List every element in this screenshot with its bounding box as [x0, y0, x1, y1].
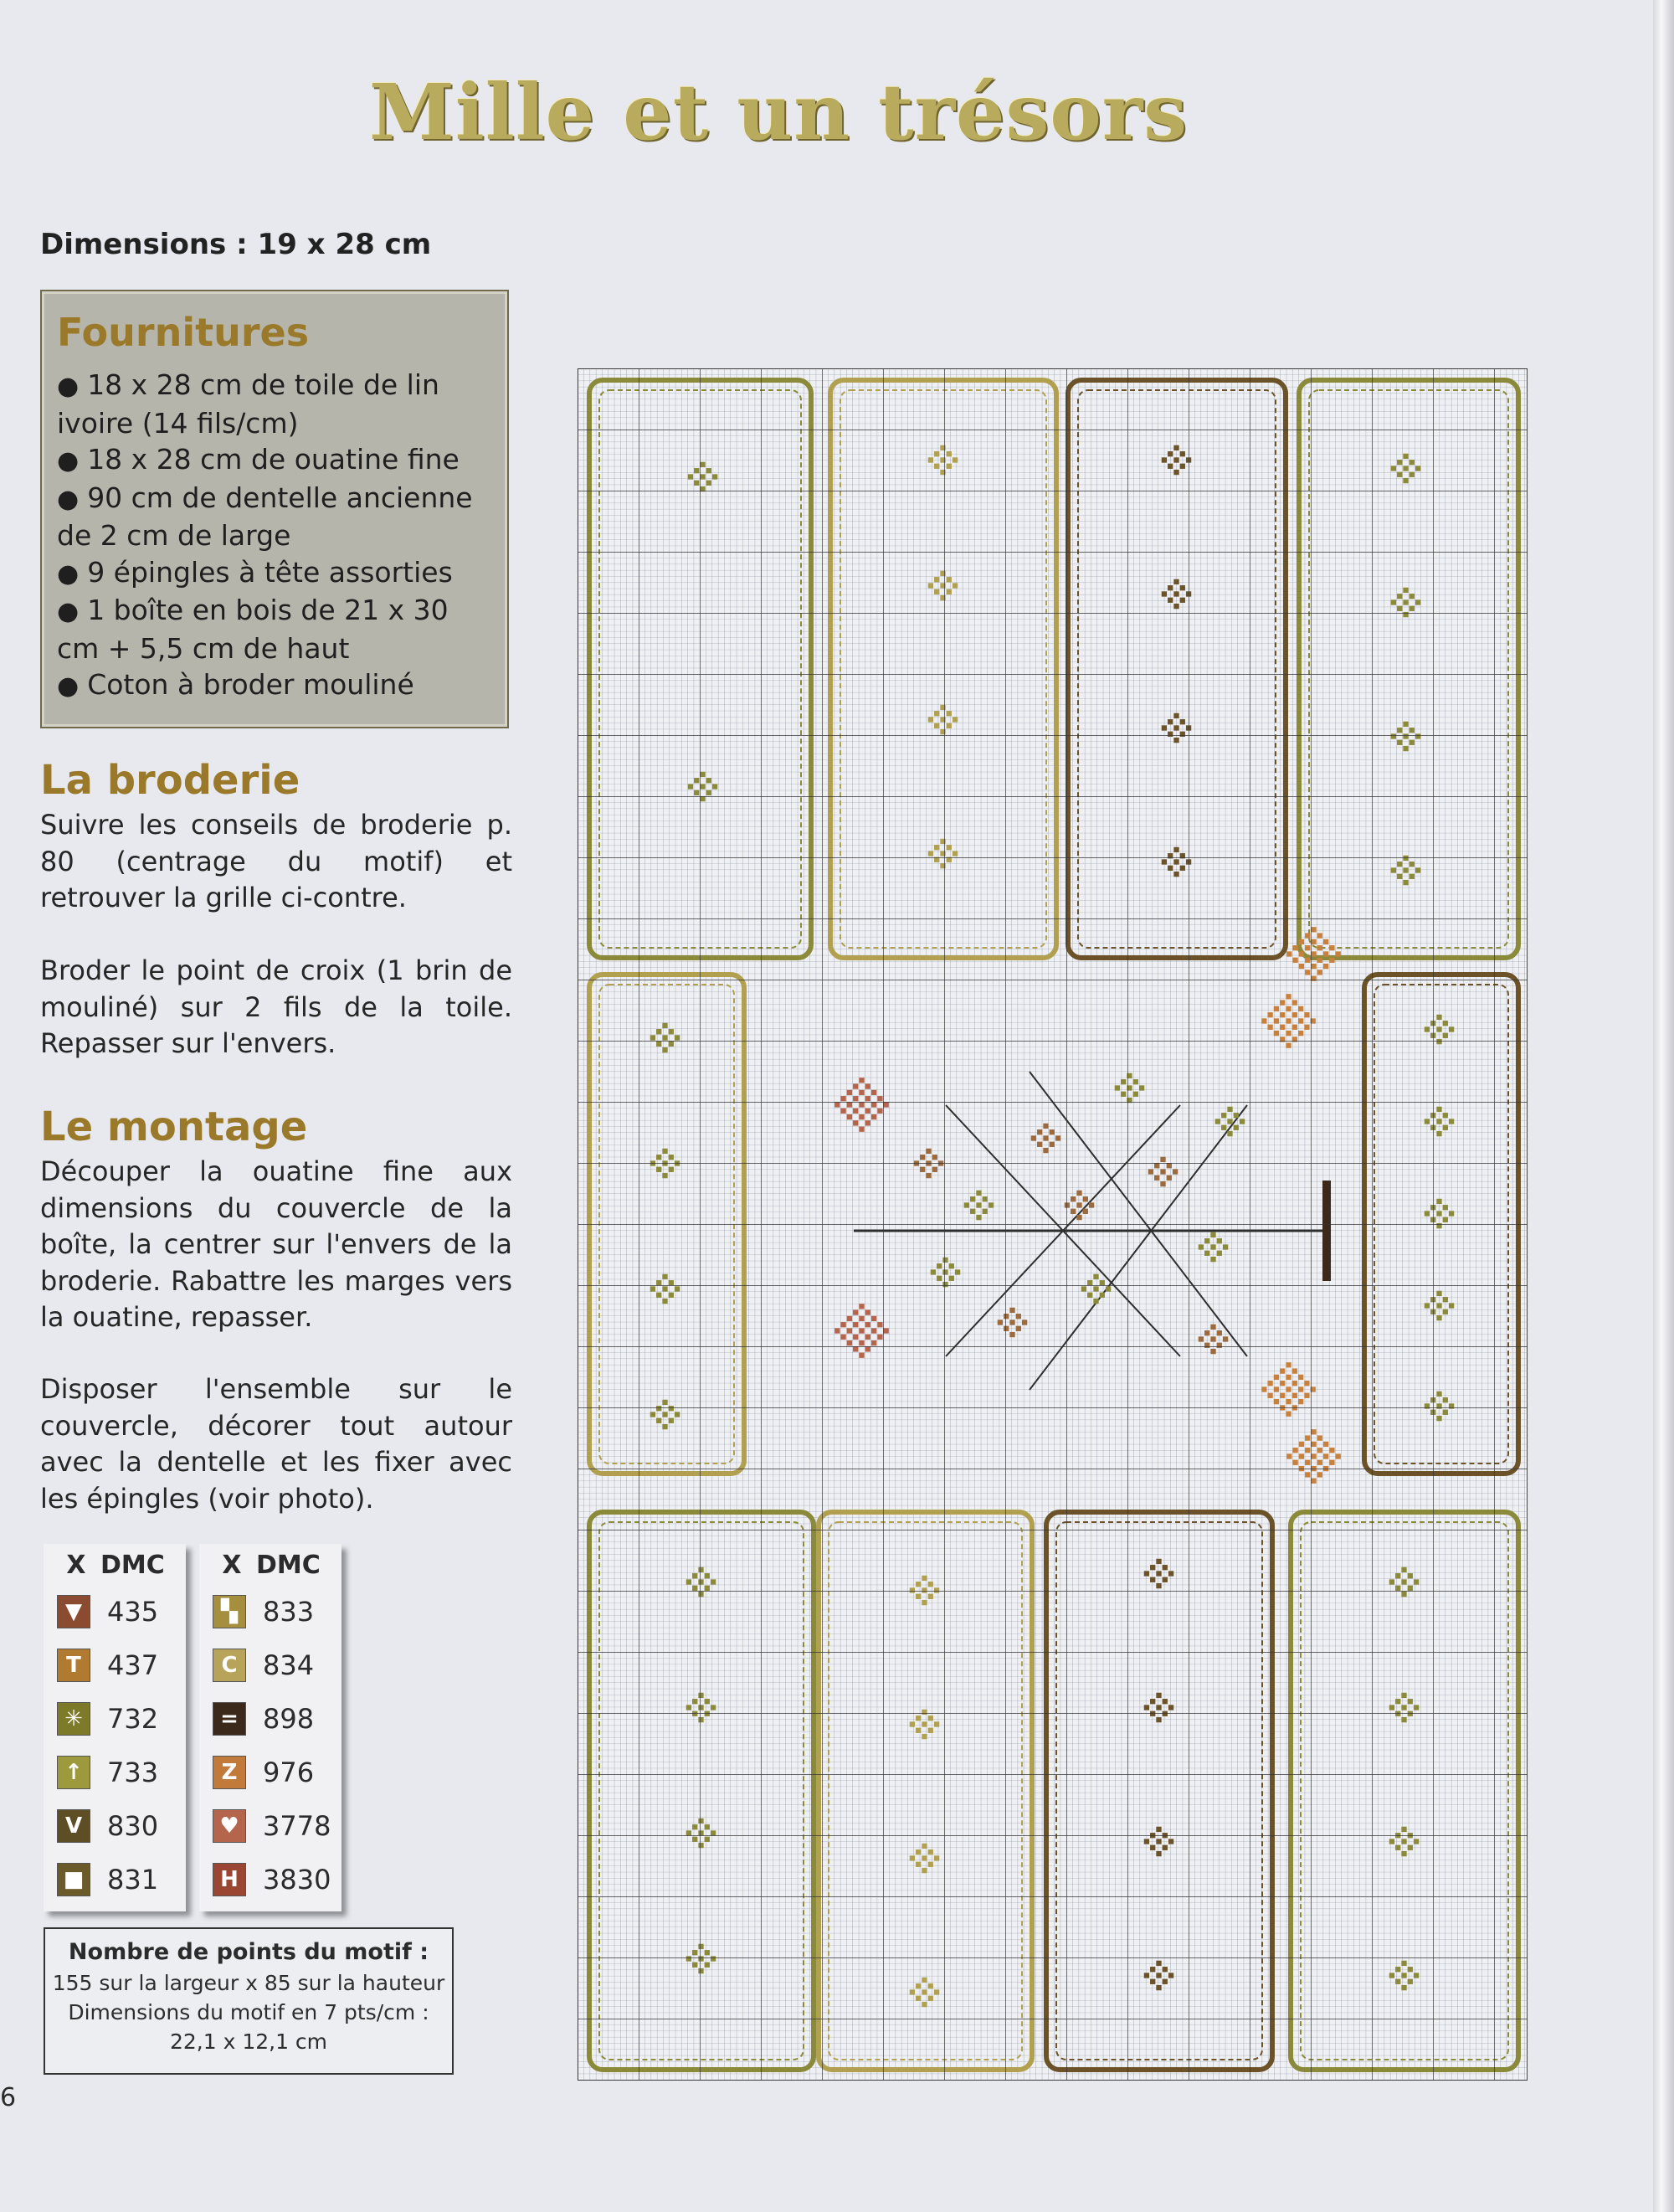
dmc-legend-left: [44, 1544, 186, 1911]
dmc-code: 733: [107, 1757, 159, 1788]
list-item: ● 9 épingles à tête assorties: [57, 555, 453, 589]
list-item: ● 18 x 28 cm de toile de lin ivoire (14 fils/cm): [57, 368, 439, 440]
asterisk-symbol-icon: ✳: [57, 1702, 90, 1736]
dmc-code: 833: [263, 1596, 315, 1628]
bullet-icon: ●: [57, 446, 80, 476]
legend-row: [52, 1799, 177, 1853]
legend-row: [208, 1638, 333, 1692]
legend-row: [52, 1585, 177, 1638]
dmc-code: 435: [107, 1596, 159, 1628]
legend-rows: [52, 1585, 177, 1906]
dmc-code: 3778: [263, 1810, 331, 1842]
legend-row: [52, 1692, 177, 1746]
T-symbol-icon: T: [57, 1649, 90, 1682]
list-item: ● 90 cm de dentelle ancienne de 2 cm de large: [57, 481, 473, 552]
bullet-icon: ●: [57, 372, 80, 401]
stitch-count-box: [44, 1927, 454, 2075]
supplies-heading: Fournitures: [57, 310, 310, 355]
legend-row: [52, 1746, 177, 1799]
Z-symbol-icon: Z: [213, 1756, 246, 1789]
broderie-paragraph-2: Broder le point de croix (1 brin de mouliné) sur 2 fils de la toile. Repasser sur l'envers.: [40, 954, 512, 1059]
equals-symbol-icon: =: [213, 1702, 246, 1736]
dmc-code: 834: [263, 1649, 315, 1681]
dmc-code: 732: [107, 1703, 159, 1735]
dmc-code: 976: [263, 1757, 315, 1788]
cross-stitch-grid: [578, 368, 1528, 2081]
C-symbol-icon: C: [213, 1649, 246, 1682]
list-item: ● 1 boîte en bois de 21 x 30 cm + 5,5 cm de haut: [57, 594, 449, 665]
stitch-count-line: 22,1 x 12,1 cm: [169, 2029, 328, 2054]
montage-paragraph-2: Disposer l'ensemble sur le couvercle, décorer tout autour avec la dentelle et les fixer avec les épingles (voir photo).: [40, 1373, 512, 1515]
list-item: ● 18 x 28 cm de ouatine fine: [57, 443, 460, 476]
dmc-code: 437: [107, 1649, 159, 1681]
legend-header: X DMC: [222, 1551, 321, 1580]
legend-row: [208, 1692, 333, 1746]
supplies-box: [40, 290, 509, 728]
page-number: 6: [0, 2083, 17, 2112]
page-title: Mille et un trésors: [368, 67, 1189, 157]
montage-paragraph-1: Découper la ouatine fine aux dimensions du couvercle de la boîte, la centrer sur l'envers de la broderie. Rabattre les marges vers la ouatine, repasser.: [40, 1155, 512, 1333]
dmc-legend-right: [199, 1544, 341, 1911]
legend-row: [208, 1853, 333, 1906]
bullet-icon: ●: [57, 484, 80, 514]
list-item: ● Coton à broder mouliné: [57, 668, 414, 701]
broderie-heading: La broderie: [40, 757, 300, 804]
montage-heading: Le montage: [40, 1103, 308, 1150]
legend-row: [52, 1853, 177, 1906]
dmc-code: 898: [263, 1703, 315, 1735]
legend-row: [52, 1638, 177, 1692]
checker-symbol-icon: ▚: [213, 1595, 246, 1628]
dmc-code: 831: [107, 1864, 159, 1896]
legend-row: [208, 1799, 333, 1853]
page-spine: [1653, 0, 1674, 2212]
legend-rows: [208, 1585, 333, 1906]
supplies-list: [57, 367, 490, 705]
bullet-icon: ●: [57, 558, 80, 589]
square-symbol-icon: ■: [57, 1863, 90, 1896]
bullet-icon: ●: [57, 671, 80, 701]
bullet-icon: ●: [57, 597, 80, 626]
stitch-count-line: 155 sur la largeur x 85 sur la hauteur: [52, 1971, 445, 1995]
dimensions-label: Dimensions : 19 x 28 cm: [40, 228, 432, 261]
dmc-code: 3830: [263, 1864, 331, 1896]
heart-symbol-icon: ♥: [213, 1809, 246, 1843]
grid-coarse-lines: [578, 368, 1528, 2081]
stitch-count-line: Dimensions du motif en 7 pts/cm :: [68, 2000, 429, 2024]
broderie-paragraph-1: Suivre les conseils de broderie p. 80 (centrage du motif) et retrouver la grille ci-contre.: [40, 809, 512, 913]
legend-row: [208, 1746, 333, 1799]
legend-header: X DMC: [66, 1551, 165, 1580]
stitch-count-title: Nombre de points du motif :: [68, 1939, 429, 1965]
dmc-code: 830: [107, 1810, 159, 1842]
legend-row: [208, 1585, 333, 1638]
H-symbol-icon: H: [213, 1863, 246, 1896]
arrow-up-symbol-icon: ↑: [57, 1756, 90, 1789]
triangle-symbol-icon: ▼: [57, 1595, 90, 1628]
V-symbol-icon: V: [57, 1809, 90, 1843]
cross-stitch-chart: [578, 368, 1528, 2081]
